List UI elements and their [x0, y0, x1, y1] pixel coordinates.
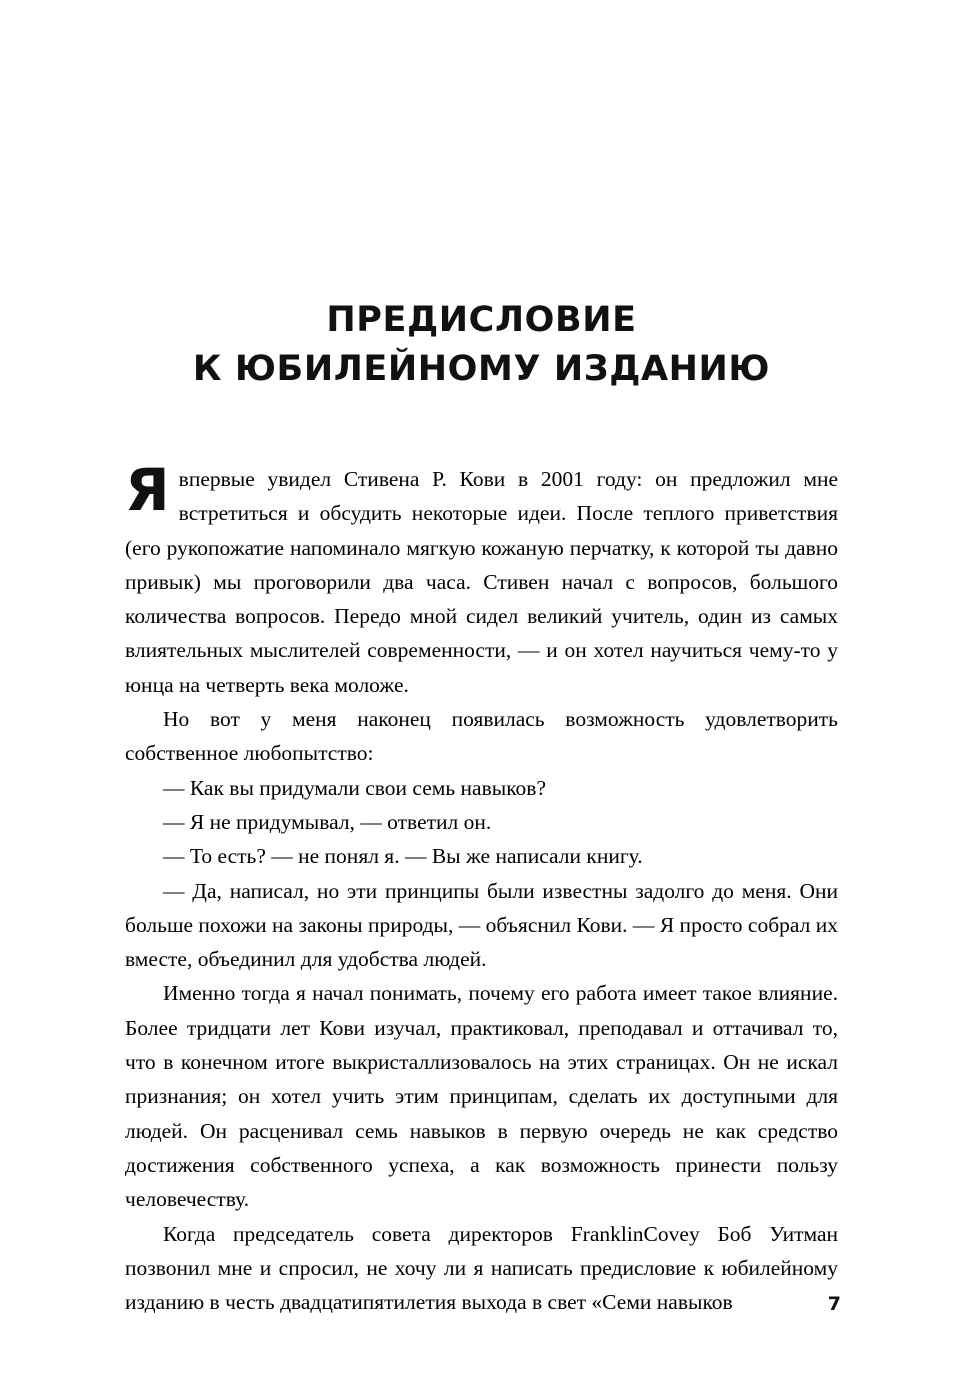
paragraph-opening [125, 456, 838, 702]
page-number: 7 [827, 1293, 841, 1315]
page-title-line-2: К ЮБИЛЕЙНОМУ ИЗДАНИЮ [192, 349, 771, 389]
dialogue-line-3: — То есть? — не понял я. — Вы же написали книгу. [163, 844, 643, 869]
paragraph-opening-text: впервые увидел Стивена Р. Кови в 2001 году: он предложил мне встретиться и обсудить некоторые идеи. После теплого приветствия (его рукопожатие напоминало мягкую кожаную перчатку, к которой ты давно привык) мы проговорили два часа. Стивен начал с вопросов, большого количества вопросов. Передо мной сидел великий учитель, один из самых влиятельных мыслителей современности, — и он хотел научиться чему-то у юнца на четверть века моложе. [125, 467, 838, 697]
paragraph-3: Именно тогда я начал понимать, почему его работа имеет такое влияние. Более тридцати лет Кови изучал, практиковал, преподавал и оттачивал то, что в конечном итоге выкристаллизовалось на этих страницах. Он не искал признания; он хотел учить этим принципам, сделать их доступными для людей. Он расценивал семь навыков в первую очередь не как средство достижения собственного успеха, а как возможность принести пользу человечеству. [125, 981, 838, 1212]
dialogue-line-4: — Да, написал, но эти принципы были известны задолго до меня. Они больше похожи на законы природы, — объяснил Кови. — Я просто собрал их вместе, объединил для удобства людей. [125, 878, 838, 972]
body-text [125, 456, 838, 1319]
paragraph-2: Но вот у меня наконец появилась возможность удовлетворить собственное любопытство: [125, 707, 838, 766]
page-title-line-1: ПРЕДИСЛОВИЕ [326, 300, 637, 340]
dialogue-line-2: — Я не придумывал, — ответил он. [163, 809, 492, 834]
paragraph-4: Когда председатель совета директоров FranklinCovey Боб Уитман позвонил мне и спросил, не хочу ли я написать предисловие к юбилейному изданию в честь двадцатипятилетия выхода в свет «Семи навыков [125, 1221, 838, 1315]
page-title [125, 296, 838, 394]
dialogue-line-1: — Как вы придумали свои семь навыков? [163, 775, 546, 800]
drop-cap: Я [125, 456, 170, 524]
